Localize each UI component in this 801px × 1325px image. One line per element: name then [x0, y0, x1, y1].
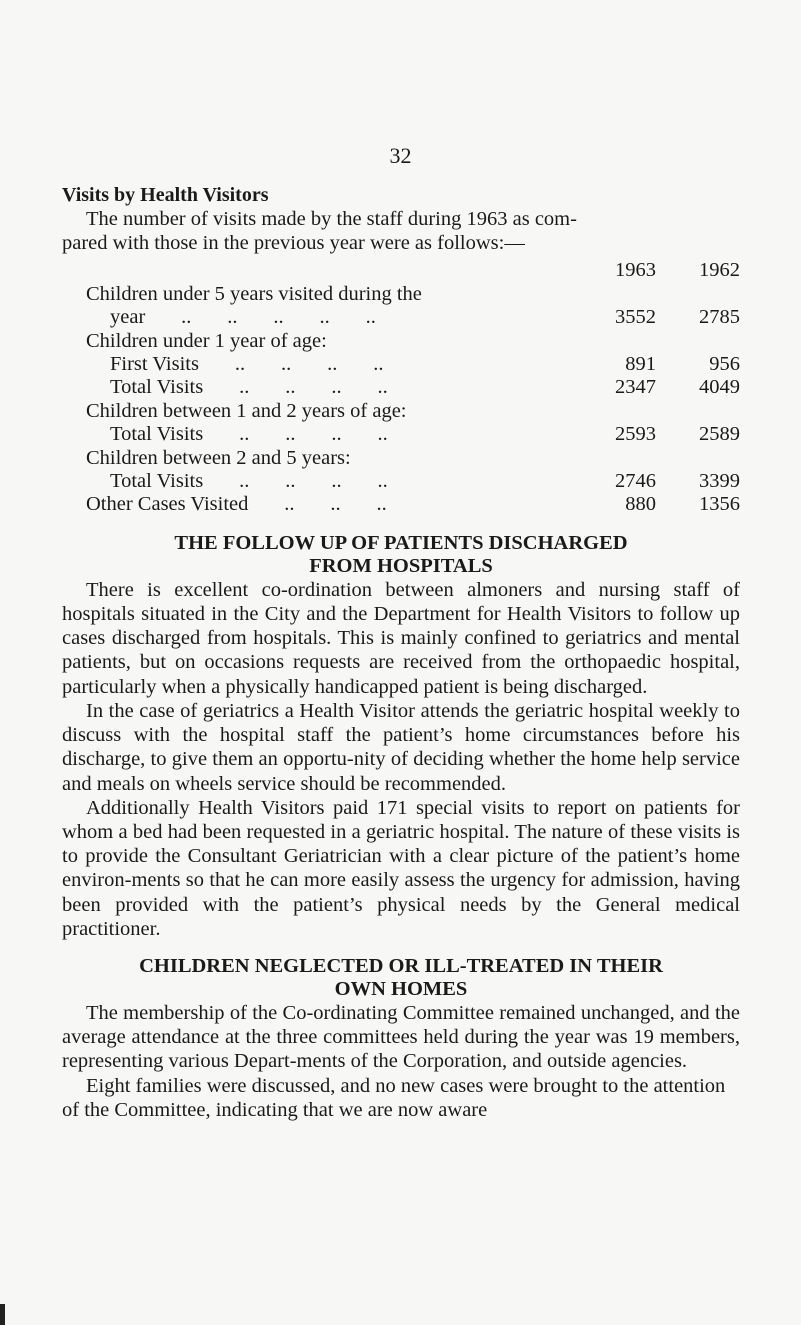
section-heading-visits: Visits by Health Visitors: [62, 184, 269, 206]
row-label: Children between 2 and 5 years:: [86, 446, 351, 469]
value-1962: 4049: [699, 376, 740, 399]
page-number: 32: [389, 143, 412, 168]
value-1963: 2347: [615, 376, 656, 399]
row-label: Children under 5 years visited during the: [86, 282, 422, 305]
table-body: [86, 283, 740, 517]
visits-table: [86, 259, 740, 516]
table-row: [86, 306, 740, 329]
value-1962: 2589: [699, 423, 740, 446]
row-label: First Visits .. .. .. ..: [110, 353, 384, 376]
row-label: year .. .. .. .. ..: [110, 306, 376, 329]
table-row: [86, 283, 740, 306]
value-1963: 880: [625, 493, 656, 516]
paragraph: There is excellent co-ordination between almoners and nursing staff of hospitals situated in the City and the Department for Health Visitors to follow up cases discharged from hospitals. This is mainly confined to geriatrics and mental patients, but on occasions requests are received from the orthopaedic hospital, particularly when a physically handicapped patient is being discharged.: [62, 578, 740, 698]
table-row: [86, 376, 740, 399]
paragraph: Additionally Health Visitors paid 171 special visits to report on patients for whom a bed had been requested in a geriatric hospital. The nature of these visits is to provide the Consultant Geriatrician with a clear picture of the patient’s home environ-ments so that he can more easily assess the urgency for admission, having been provided with the patient’s physical needs by the General medical practitioner.: [62, 796, 740, 940]
value-1963: 3552: [615, 306, 656, 329]
row-label: Children between 1 and 2 years of age:: [86, 399, 407, 422]
heading-line: CHILDREN NEGLECTED OR ILL-TREATED IN THEIR: [139, 954, 663, 977]
table-row: [86, 423, 740, 446]
table-row: [86, 400, 740, 423]
value-1962: 3399: [699, 470, 740, 493]
heading-line: FROM HOSPITALS: [309, 554, 493, 577]
heading-line: OWN HOMES: [334, 977, 468, 1000]
table-row: [86, 330, 740, 353]
table-header-row: [86, 259, 740, 282]
value-1962: 2785: [699, 306, 740, 329]
heading-line: THE FOLLOW UP OF PATIENTS DISCHARGED: [174, 531, 628, 554]
paragraph: In the case of geriatrics a Health Visitor attends the geriatric hospital weekly to discuss with the hospital staff the patient’s home circumstances before his discharge, to give them an opportu-nity of deciding whether the home help service and meals on wheels service should be recommended.: [62, 699, 740, 795]
intro-line-2: pared with those in the previous year were as follows:—: [62, 232, 525, 255]
section-heading-children-neglected: [62, 955, 740, 1001]
row-label: Total Visits .. .. .. ..: [110, 470, 388, 493]
table-row: [86, 493, 740, 516]
value-1962: 956: [709, 353, 740, 376]
value-1963: 891: [625, 353, 656, 376]
row-label: Total Visits .. .. .. ..: [110, 376, 388, 399]
value-1963: 2593: [615, 423, 656, 446]
section-heading-follow-up: [62, 532, 740, 578]
table-row: [86, 470, 740, 493]
row-label: Other Cases Visited .. .. ..: [86, 493, 387, 516]
column-header-1962: 1962: [699, 259, 740, 282]
row-label: Total Visits .. .. .. ..: [110, 423, 388, 446]
value-1962: 1356: [699, 493, 740, 516]
paragraph: Eight families were discussed, and no new cases were brought to the attention of the Committee, indicating that we are now aware: [62, 1074, 726, 1121]
paragraph: The membership of the Co-ordinating Committee remained unchanged, and the average attendance at the three committees held during the year was 19 members, representing various Depart-ments of the Corporation, and outside agencies.: [62, 1001, 740, 1073]
column-header-1963: 1963: [615, 259, 656, 282]
value-1963: 2746: [615, 470, 656, 493]
page-content: [62, 183, 740, 1122]
table-row: [86, 447, 740, 470]
scan-edge-mark: [0, 1304, 5, 1325]
intro-line-1: The number of visits made by the staff during 1963 as com-: [86, 208, 577, 230]
table-row: [86, 353, 740, 376]
row-label: Children under 1 year of age:: [86, 329, 327, 352]
